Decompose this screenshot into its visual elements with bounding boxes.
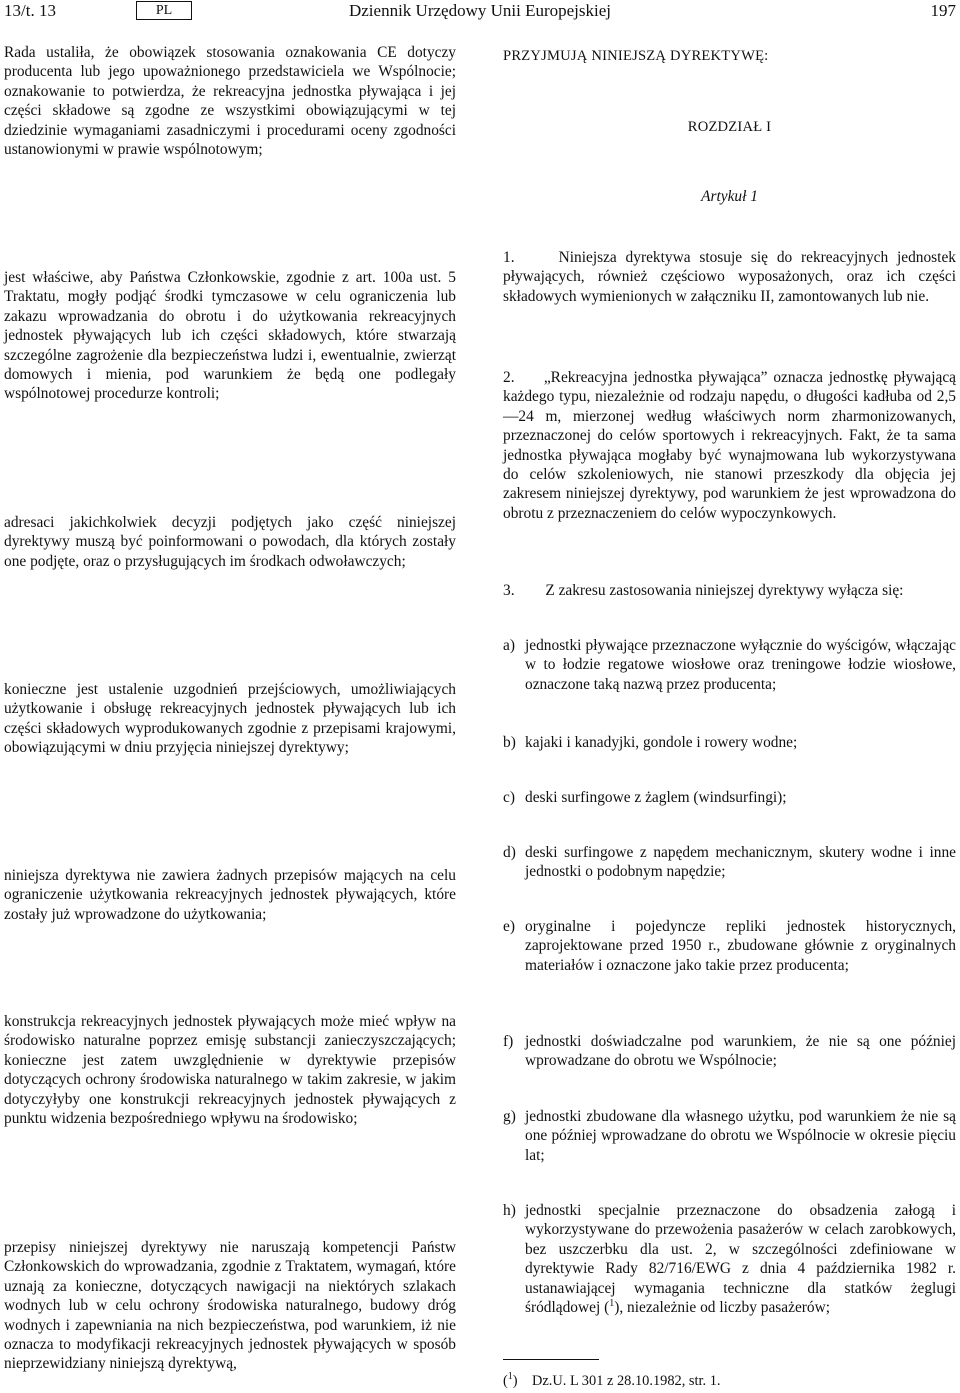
recital-ce-marking: Rada ustaliła, że obowiązek stosowania oznakowania CE dotyczy producenta lub jego upoważnionego przedstawiciela we Wspólnocie; oznakowanie to potwierdza, że rekreacyjna jednostka pływająca i jej części składowe są zgodne ze wszystkimi obowiązującymi w tej dziedzinie wymaganiami zasadniczymi i procedurami oceny zgodności ustanowionymi w prawie wspólnotowym; [4, 44, 456, 159]
recital-competences: przepisy niniejszej dyrektywy nie naruszają kompetencji Państw Członkowskich do wprowadzania, zgodnie z Traktatem, wymagań, które uznają za konieczne, dotyczących nawigacji na niektórych szlakach wodnych lub w celu ochrony środowiska naturalnego, budowy dróg wodnych i zapewniania na nich bezpieczeństwa, pod warunkiem, iż nie oznacza to modyfikacji rekreacyjnych jednostek pływających w sposób nieprzewidziany niniejszą dyrektywą, [4, 1239, 456, 1373]
footnote: ($^1$) Dz.U. L 301 z 28.10.1982, str. 1. [503, 1371, 721, 1389]
recital-transitional: konieczne jest ustalenie uzgodnień przejściowych, umożliwiających użytkowanie i obsługę rekreacyjnych jednostek pływających lub ich części składowych wyprodukowanych zgodnie z przepisami krajowymi, obowiązującymi w dniu przyjęcia niniejszej dyrektywy; [4, 681, 456, 757]
list-item-text-part: jednostki specjalnie przeznaczone do obsadzenia załogą i wykorzystywane do przewożenia pasażerów w celach zarobkowych, bez uszczerbku dla ust. 2, w szczególności zdefiniowane w dyrektywie Rady 82/716/EWG z dnia 4 października 1982 r. ustanawiającej wymagania techniczne dla statków żeglugi śródlądowej ( [525, 1202, 956, 1317]
list-item-label: a) [503, 637, 515, 654]
recital-no-restriction: niniejsza dyrektywa nie zawiera żadnych przepisów mających na celu ograniczenie użytkowania rekreacyjnych jednostek pływających, które zostały już wprowadzone do użytkowania; [4, 867, 456, 923]
paragraph-3-text: Z zakresu zastosowania niniejszej dyrektywy wyłącza się: [545, 582, 904, 599]
chapter-heading: ROZDZIAŁ I [687, 119, 772, 135]
list-item-text: jednostki zbudowane dla własnego użytku, pod warunkiem że nie są one później wprowadzane do obrotu we Wspólnocie w okresie pięciu lat; [525, 1108, 956, 1164]
list-item-text: deski surfingowe z żaglem (windsurfingi); [525, 789, 787, 806]
list-item-text: deski surfingowe z napędem mechanicznym, skutery wodne i inne jednostki o podobnym napędzie; [525, 844, 956, 881]
paragraph-3 [503, 581, 956, 600]
list-item-label: f) [503, 1033, 514, 1050]
paragraph-1-number: 1. [503, 249, 515, 266]
paragraph-2-number: 2. [503, 369, 515, 386]
recital-environment: konstrukcja rekreacyjnych jednostek pływających może mieć wpływ na środowisko naturalne poprzez emisję substancji zanieczyszczających; konieczne jest zatem uwzględnienie w dyrektywie przepisów dotyczących ochrony środowiska naturalnego w takim zakresie, w jakim dotyczyłyby one konstrukcji rekreacyjnych jednostek pływających z punktu widzenia bezpośredniego wpływu na środowisko; [4, 1013, 456, 1128]
list-item-text-part: ), niezależnie od liczby pasażerów; [614, 1299, 830, 1317]
article-heading: Artykuł 1 [701, 188, 758, 205]
paragraph-3-number: 3. [503, 582, 515, 599]
paragraph-2 [503, 368, 956, 523]
list-item-text [525, 1201, 956, 1317]
list-item-text: jednostki doświadczalne pod warunkiem, że nie są one później wprowadzane do obrotu we Wspólnocie; [525, 1033, 956, 1070]
recital-temporary-measures: jest właściwe, aby Państwa Członkowskie, zgodnie z art. 100a ust. 5 Traktatu, mogły podjąć środki tymczasowe w celu ograniczenia lub zakazu wprowadzania do obrotu i do użytkowania rekreacyjnych jednostek pływających lub ich części składowych, które stwarzają szczególne zagrożenie dla bezpieczeństwa ludzi i, ewentualnie, zwierząt domowych i mienia, pod warunkiem że będą one podlegały wspólnotowej procedurze kontroli; [4, 269, 456, 403]
page-header [0, 0, 960, 30]
list-item-label: h) [503, 1202, 516, 1219]
list-item-label: b) [503, 734, 516, 751]
page-reference: 13/t. 13 [4, 1, 56, 20]
paragraph-1 [503, 248, 956, 306]
language-box: PL [136, 1, 192, 20]
journal-title: Dziennik Urzędowy Unii Europejskiej [348, 1, 611, 20]
adoption-formula: PRZYJMUJĄ NINIEJSZĄ DYREKTYWĘ: [503, 48, 769, 64]
list-item-text: jednostki pływające przeznaczone wyłącznie do wyścigów, włączając w to łodzie regatowe wiosłowe oraz treningowe łodzie wiosłowe, oznaczone taką nazwą przez producenta; [525, 637, 956, 693]
list-item-label: d) [503, 844, 516, 861]
recital-addressees: adresaci jakichkolwiek decyzji podjętych jako część niniejszej dyrektywy muszą być poinformowani o powodach, dla których zostały one podjęte, oraz o przysługujących im środkach odwoławczych; [4, 514, 456, 570]
paragraph-2-text: „Rekreacyjna jednostka pływająca” oznacza jednostkę pływającą każdego typu, niezależnie od rodzaju napędu, o długości kadłuba od 2,5—24 m, mierzonej według właściwych norm zharmonizowanych, przeznaczonej do celów sportowych i rekreacyjnych. Fakt, że ta sama jednostka pływająca mogłaby być wynajmowana lub wykorzystywana do celów szkoleniowych, nie stanowi przeszkody dla objęcia jej zakresem niniejszej dyrektywy, pod warunkiem że jest wprowadzona do obrotu z przeznaczeniem do celów wypoczynkowych. [503, 369, 956, 522]
footnote-divider [503, 1359, 599, 1360]
footnote-text: Dz.U. L 301 z 28.10.1982, str. 1. [531, 1373, 721, 1389]
page-number: 197 [930, 1, 956, 20]
footnote-reference: 1 [609, 1297, 615, 1309]
list-item-text: kajaki i kanadyjki, gondole i rowery wodne; [525, 734, 798, 751]
footnote-mark: 1 [507, 1371, 513, 1383]
list-item-label: g) [503, 1108, 516, 1125]
list-item-label: e) [503, 918, 515, 935]
list-item-text: oryginalne i pojedyncze repliki jednostek historycznych, zaprojektowane przed 1950 r., zbudowane głównie z oryginalnych materiałów i oznaczone jako takie przez producenta; [525, 918, 956, 974]
paragraph-1-text: Niniejsza dyrektywa stosuje się do rekreacyjnych jednostek pływających, również częściowo wyposażonych, oraz ich części składowych wymienionych w załączniku II, zamontowanych lub nie. [503, 249, 956, 305]
list-item-label: c) [503, 789, 515, 806]
